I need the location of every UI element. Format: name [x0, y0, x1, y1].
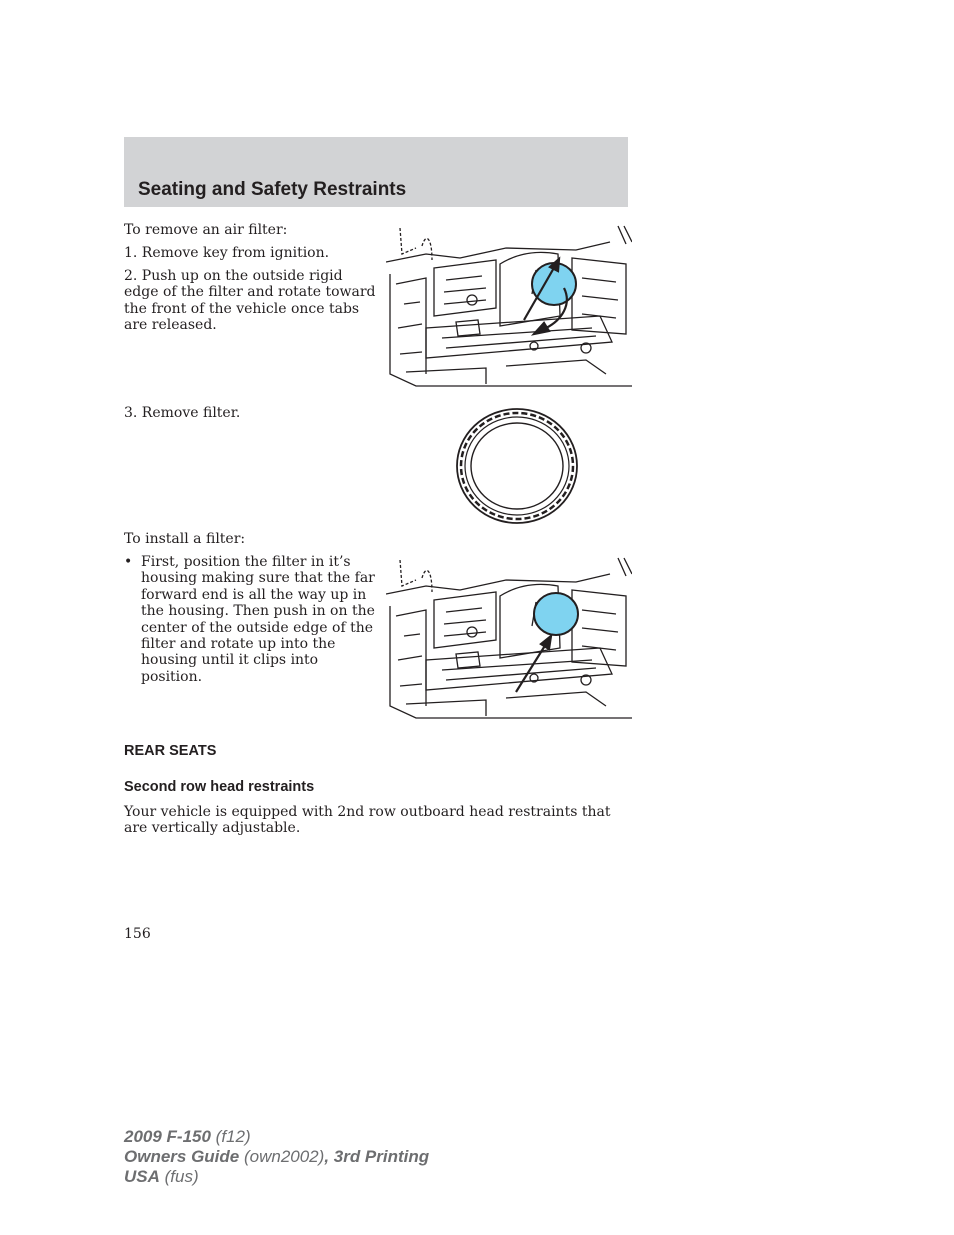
document-footer	[124, 1127, 429, 1187]
remove-step-3: 3. Remove filter.	[124, 405, 241, 421]
bullet-marker: •	[124, 554, 133, 570]
footer-guide: Owners Guide	[124, 1147, 240, 1166]
section-title: Seating and Safety Restraints	[138, 179, 407, 200]
section-header-band	[124, 137, 628, 207]
filter-removal-illustration	[386, 224, 632, 390]
install-intro: To install a filter:	[124, 531, 246, 547]
filter-install-illustration	[386, 556, 632, 722]
footer-guide-code: (own2002)	[239, 1147, 325, 1166]
remove-step-1: 1. Remove key from ignition.	[124, 245, 330, 261]
footer-model: 2009 F-150	[124, 1127, 211, 1146]
footer-printing: , 3rd Printing	[324, 1147, 430, 1166]
footer-market: USA	[124, 1167, 160, 1186]
remove-intro: To remove an air filter:	[124, 222, 288, 238]
air-filter-illustration	[455, 407, 579, 525]
rear-seats-heading: REAR SEATS	[124, 743, 217, 759]
head-restraints-body: Your vehicle is equipped with 2nd row outboard head restraints that are vertically adjustable.	[124, 804, 611, 837]
head-restraints-subheading: Second row head restraints	[124, 779, 315, 795]
remove-step-2: 2. Push up on the outside rigid edge of the filter and rotate toward the front of the vehicle once tabs are released.	[124, 268, 376, 334]
footer-model-code: (f12)	[210, 1127, 251, 1146]
install-bullet-1: First, position the filter in it’s housing making sure that the far forward end is all the way up in the housing. Then push in on the center of the outside edge of the filter and rotate up into the housing until it clips into position.	[141, 554, 375, 685]
footer-market-code: (fus)	[159, 1167, 199, 1186]
page-number: 156	[124, 926, 151, 942]
